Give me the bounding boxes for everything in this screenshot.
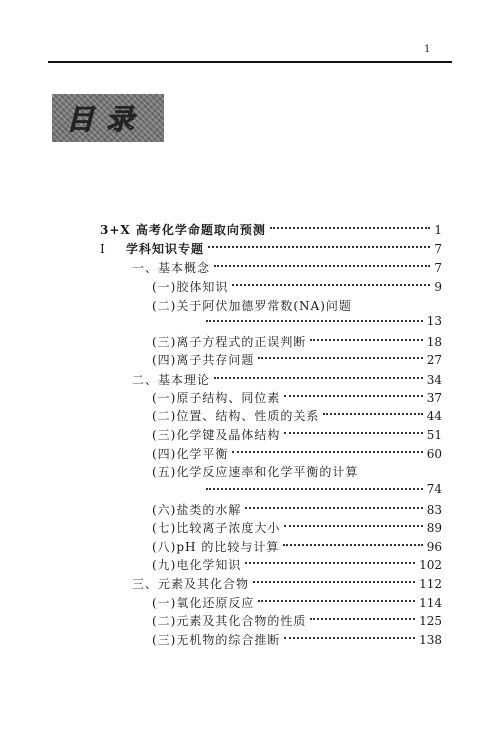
toc-entry (152, 278, 442, 296)
toc-entry-label: (一)氧化还原反应 (152, 596, 255, 610)
toc-entry (152, 538, 442, 556)
toc-entry-page: 125 (419, 614, 442, 628)
toc-entry-label: (九)电化学知识 (152, 558, 242, 572)
toc-entry-label: (六)盐类的水解 (152, 503, 242, 517)
toc-leader-dots (232, 283, 430, 286)
toc-entry-page: 1 (434, 223, 442, 237)
toc-leader-dots (323, 412, 422, 415)
page-number: 1 (424, 44, 431, 55)
toc-entry-label: 3+X 高考化学命题取向预测 (100, 223, 266, 237)
toc-entry-label: (三)无机物的综合推断 (152, 633, 281, 647)
toc-entry-page: 112 (419, 577, 442, 591)
toc-entry (132, 371, 442, 389)
toc-entry-label: 二、基本理论 (132, 373, 211, 387)
page-title: 目录 (66, 103, 147, 136)
toc-entry (152, 351, 442, 369)
toc-leader-dots (208, 245, 430, 248)
toc-entry (152, 631, 442, 649)
toc-entry (152, 594, 442, 612)
toc-entry-label: (二)元素及其化合物的性质 (152, 614, 307, 628)
toc-entry (100, 221, 442, 239)
toc-entry (152, 519, 442, 537)
toc-leader-dots (206, 487, 423, 490)
toc-entry-page: 7 (434, 242, 442, 256)
toc-entry (152, 501, 442, 519)
toc-entry-page: 34 (426, 373, 442, 387)
toc-entry (152, 333, 442, 351)
toc-entry-page: 27 (426, 353, 442, 367)
toc-entry (152, 389, 442, 407)
toc-entry-label: (二)位置、结构、性质的关系 (152, 409, 320, 423)
toc-entry-page: 138 (419, 633, 442, 647)
toc-entry-page: 44 (426, 409, 442, 423)
toc-entry (202, 314, 442, 332)
toc-entry-page: 89 (426, 521, 442, 535)
toc-entry-label: 三、元素及其化合物 (132, 577, 250, 591)
toc-entry (152, 463, 442, 481)
toc-leader-dots (284, 394, 422, 397)
toc-leader-dots (284, 431, 422, 434)
toc-entry-page: 9 (434, 280, 442, 294)
toc-leader-dots (258, 599, 415, 602)
toc-leader-dots (310, 617, 415, 620)
toc-leader-dots (245, 561, 415, 564)
toc-leader-dots (270, 226, 430, 229)
toc-entry-numeral: I (100, 242, 105, 256)
toc-entry-label: (五)化学反应速率和化学平衡的计算 (152, 465, 359, 479)
toc-entry (152, 445, 442, 463)
toc-entry (132, 575, 442, 593)
toc-leader-dots (284, 524, 422, 527)
toc-entry-page: 7 (434, 261, 442, 275)
toc-entry-label: (八)pH 的比较与计算 (152, 540, 280, 554)
toc-entry-page: 114 (419, 596, 442, 610)
toc-leader-dots (245, 506, 422, 509)
toc-leader-dots (214, 264, 430, 267)
toc-leader-dots (214, 376, 423, 379)
toc-entry-label: (二)关于阿伏加德罗常数(NA)问题 (152, 299, 352, 313)
toc-entry (152, 407, 442, 425)
toc-leader-dots (206, 319, 423, 322)
toc-entry-label: (七)比较离子浓度大小 (152, 521, 281, 535)
toc-entry (152, 297, 442, 315)
toc-entry (202, 482, 442, 500)
toc-entry-label: (一)胶体知识 (152, 280, 229, 294)
toc-entry-label: (四)化学平衡 (152, 447, 229, 461)
toc-entry-page: 102 (419, 558, 442, 572)
toc-entry-page: 18 (426, 335, 442, 349)
toc-entry (152, 426, 442, 444)
toc-entry-page: 60 (426, 447, 442, 461)
toc-leader-dots (284, 636, 415, 639)
toc-leader-dots (283, 543, 422, 546)
toc-entry-label: (四)离子共存问题 (152, 353, 255, 367)
toc-entry-label: (三)离子方程式的正误判断 (152, 335, 307, 349)
toc-entry-label: (三)化学键及晶体结构 (152, 428, 281, 442)
toc-entry-page: 13 (426, 314, 442, 328)
toc-entry (100, 240, 442, 258)
toc-leader-dots (232, 450, 422, 453)
toc-entry-page: 51 (426, 428, 442, 442)
toc-entry-page: 83 (426, 503, 442, 517)
toc-leader-dots (258, 356, 422, 359)
toc-entry-label: 一、基本概念 (132, 261, 211, 275)
toc-entry-page: 96 (426, 540, 442, 554)
toc-entry (152, 556, 442, 574)
toc-entry-label: 学科知识专题 (126, 242, 205, 256)
toc-entry (132, 259, 442, 277)
toc-entry-label: (一)原子结构、同位素 (152, 391, 281, 405)
toc-entry (152, 612, 442, 630)
toc-entry-page: 37 (426, 391, 442, 405)
toc-leader-dots (253, 580, 415, 583)
toc-leader-dots (310, 338, 422, 341)
toc-entry-page: 74 (426, 482, 442, 496)
